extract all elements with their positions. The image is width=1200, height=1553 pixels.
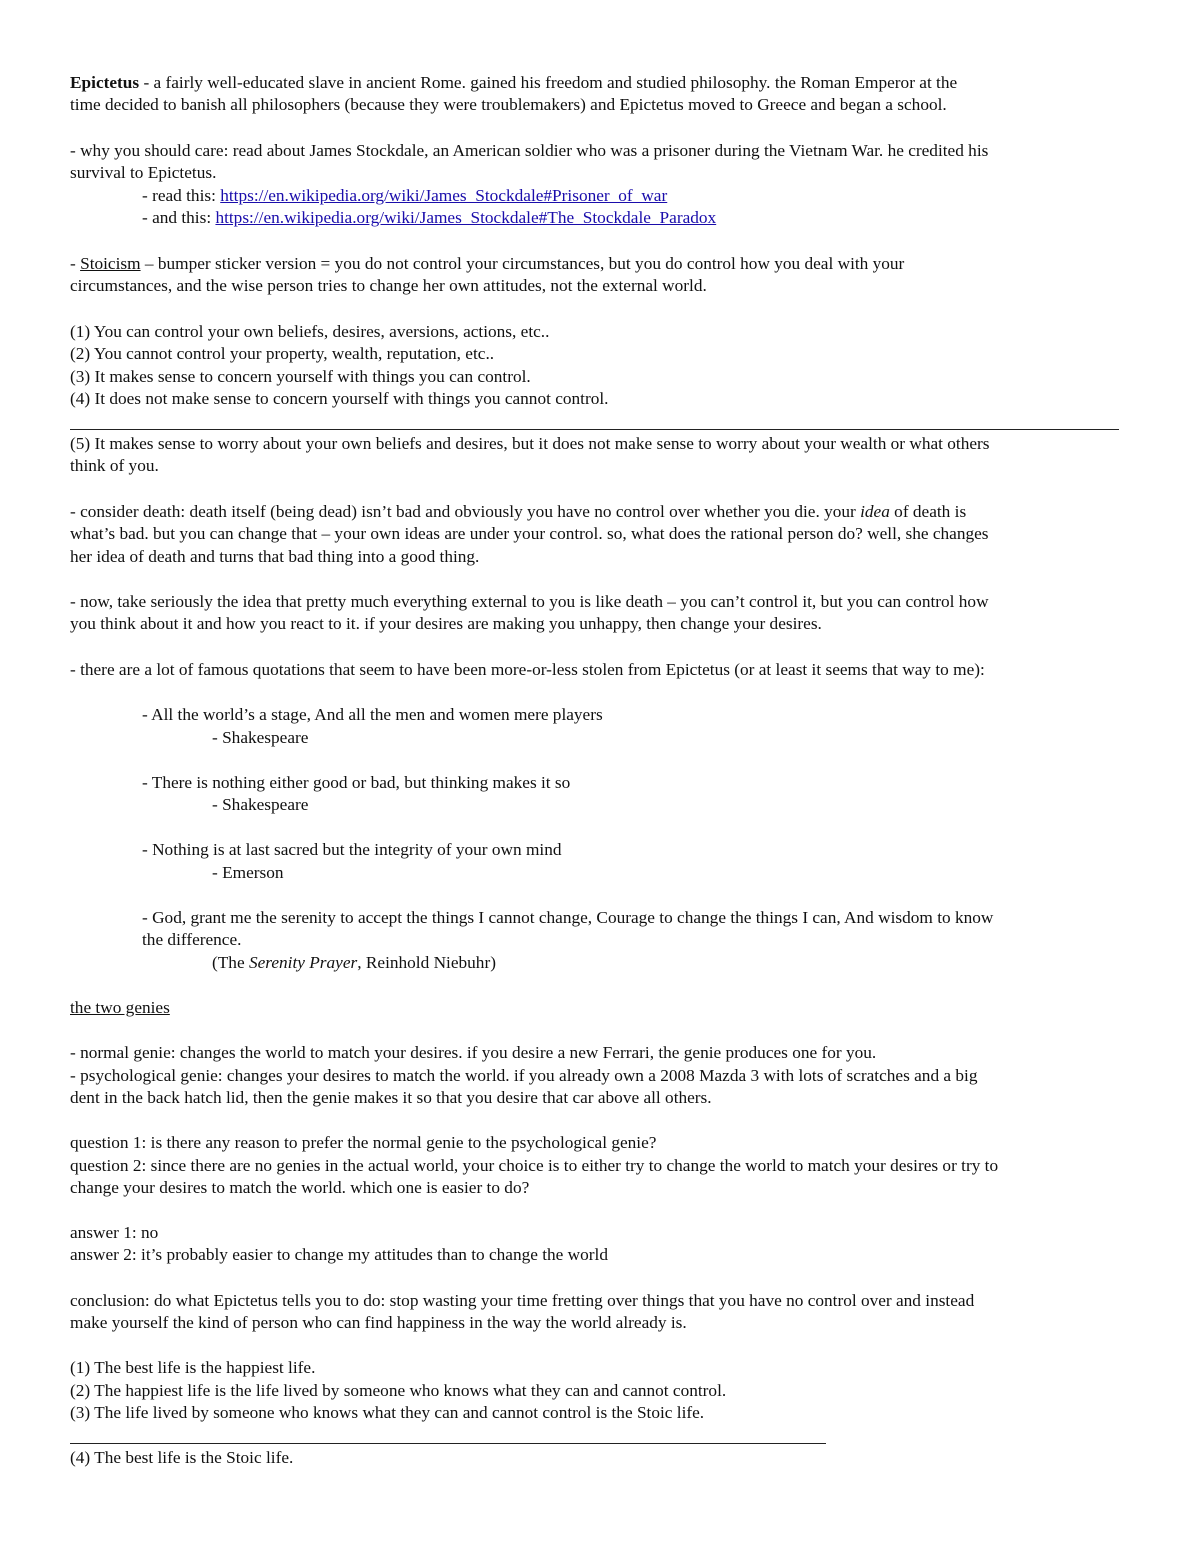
- stoicism-prefix: -: [70, 254, 81, 273]
- death-line-1: [70, 501, 966, 523]
- premise-1: (1) You can control your own beliefs, desires, aversions, actions, etc..: [70, 322, 550, 341]
- death-line-2: what’s bad. but you can change that – your own ideas are under your control. so, what does the rational person do? well, she changes: [70, 524, 989, 543]
- quote-4-author-open: (The: [212, 953, 249, 972]
- final-conclusion: (4) The best life is the Stoic life.: [70, 1448, 294, 1467]
- stoicism-line-1: [70, 253, 904, 275]
- quote-1-author: - Shakespeare: [212, 728, 309, 747]
- premise-3: (3) It makes sense to concern yourself with things you can control.: [70, 367, 531, 386]
- premise-2: (2) You cannot control your property, wealth, reputation, etc..: [70, 344, 495, 363]
- stockdale-paradox-link[interactable]: https://en.wikipedia.org/wiki/James_Stockdale#The_Stockdale_Paradox: [215, 208, 717, 227]
- answer-1: answer 1: no: [70, 1223, 159, 1242]
- stoicism-line-2: circumstances, and the wise person tries to change her own attitudes, not the external world.: [70, 276, 707, 295]
- death-text-a: - consider death: death itself (being dead) isn’t bad and obviously you have no control over whether you die. your: [70, 502, 861, 521]
- care-line-1: - why you should care: read about James Stockdale, an American soldier who was a prisoner during the Vietnam War. he credited his: [70, 141, 989, 160]
- argument-divider-2: [70, 1443, 826, 1444]
- read-this-label: - read this:: [142, 186, 221, 205]
- and-this-line: [142, 207, 716, 229]
- conclusion-line-1: conclusion: do what Epictetus tells you to do: stop wasting your time fretting over things that you have no control over and instead: [70, 1291, 975, 1310]
- intro-text: - a fairly well-educated slave in ancient Rome. gained his freedom and studied philosophy. the Roman Emperor at the: [139, 73, 958, 92]
- serenity-prayer-title: Serenity Prayer: [248, 953, 358, 972]
- quote-2: - There is nothing either good or bad, but thinking makes it so: [142, 773, 571, 792]
- care-line-2: survival to Epictetus.: [70, 163, 217, 182]
- conclusion-5-line-2: think of you.: [70, 456, 159, 475]
- death-idea-emphasis: idea: [860, 502, 890, 521]
- final-premise-2: (2) The happiest life is the life lived by someone who knows what they can and cannot control.: [70, 1381, 727, 1400]
- intro-line-1: [70, 72, 957, 94]
- quote-4-author: [212, 952, 496, 974]
- stoicism-text: – bumper sticker version = you do not control your circumstances, but you do control how you deal with your: [140, 254, 905, 273]
- prisoner-of-war-link[interactable]: https://en.wikipedia.org/wiki/James_Stockdale#Prisoner_of_war: [220, 186, 668, 205]
- normal-genie: - normal genie: changes the world to match your desires. if you desire a new Ferrari, the genie produces one for you.: [70, 1043, 877, 1062]
- death-text-b: of death is: [889, 502, 967, 521]
- argument-divider-1: [70, 429, 1119, 430]
- intro-line-2: time decided to banish all philosophers (because they were troublemakers) and Epictetus moved to Greece and began a school.: [70, 95, 947, 114]
- psych-genie-line-2: dent in the back hatch lid, then the genie makes it so that you desire that car above all others.: [70, 1088, 712, 1107]
- genies-heading: the two genies: [70, 998, 170, 1017]
- quote-4-author-rest: , Reinhold Niebuhr): [357, 953, 496, 972]
- conclusion-5-line-1: (5) It makes sense to worry about your own beliefs and desires, but it does not make sense to worry about your wealth or what others: [70, 434, 990, 453]
- external-line-2: you think about it and how you react to it. if your desires are making you unhappy, then change your desires.: [70, 614, 822, 633]
- answer-2: answer 2: it’s probably easier to change my attitudes than to change the world: [70, 1245, 608, 1264]
- and-this-label: - and this:: [142, 208, 216, 227]
- question-1: question 1: is there any reason to prefer the normal genie to the psychological genie?: [70, 1133, 657, 1152]
- conclusion-line-2: make yourself the kind of person who can find happiness in the way the world already is.: [70, 1313, 687, 1332]
- read-this-line: [142, 185, 667, 207]
- final-premise-1: (1) The best life is the happiest life.: [70, 1358, 316, 1377]
- quote-4-line-2: the difference.: [142, 930, 242, 949]
- external-line-1: - now, take seriously the idea that pretty much everything external to you is like death – you can’t control it, but you can control how: [70, 592, 989, 611]
- quote-3-author: - Emerson: [212, 863, 284, 882]
- question-2-line-1: question 2: since there are no genies in the actual world, your choice is to either try to change the world to match your desires or try to: [70, 1156, 999, 1175]
- intro-title: Epictetus: [70, 73, 140, 92]
- quote-1: - All the world’s a stage, And all the men and women mere players: [142, 705, 603, 724]
- quotes-intro: - there are a lot of famous quotations that seem to have been more-or-less stolen from Epictetus (or at least it seems that way to me):: [70, 660, 985, 679]
- quote-4-line-1: - God, grant me the serenity to accept the things I cannot change, Courage to change the things I can, And wisdom to know: [142, 908, 994, 927]
- death-line-3: her idea of death and turns that bad thing into a good thing.: [70, 547, 480, 566]
- quote-3: - Nothing is at last sacred but the integrity of your own mind: [142, 840, 562, 859]
- quote-2-author: - Shakespeare: [212, 795, 309, 814]
- final-premise-3: (3) The life lived by someone who knows what they can and cannot control is the Stoic life.: [70, 1403, 705, 1422]
- question-2-line-2: change your desires to match the world. which one is easier to do?: [70, 1178, 530, 1197]
- psych-genie-line-1: - psychological genie: changes your desires to match the world. if you already own a 2008 Mazda 3 with lots of scratches and a big: [70, 1066, 978, 1085]
- premise-4: (4) It does not make sense to concern yourself with things you cannot control.: [70, 389, 609, 408]
- stoicism-term: Stoicism: [80, 254, 141, 273]
